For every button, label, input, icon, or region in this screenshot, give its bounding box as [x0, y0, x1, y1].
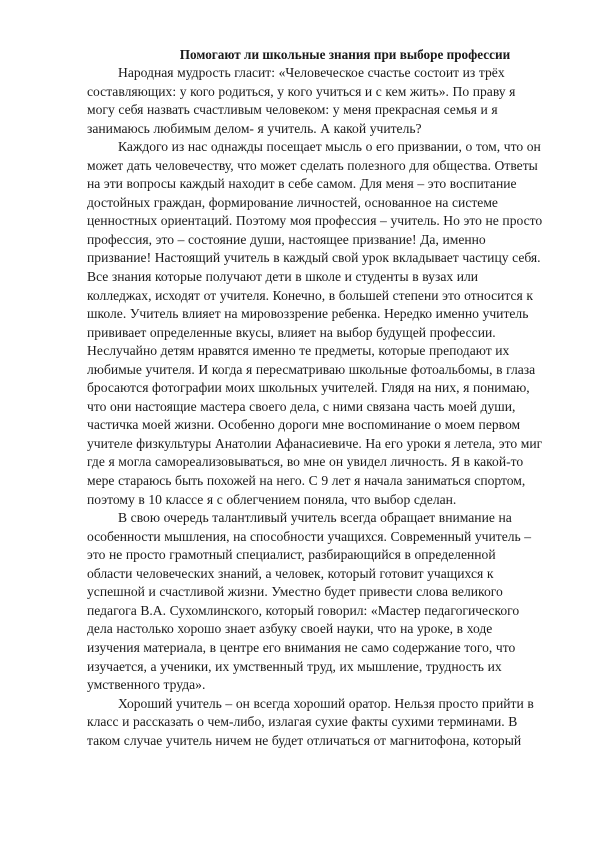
paragraph-4: Хороший учитель – он всегда хороший оратор. Нельзя просто прийти в класс и рассказать о чем-либо, излагая сухие факты сухими терминами. В таком случае учитель ничем не будет отличаться от магнитофона, который: [87, 695, 534, 748]
paragraph-2: Каждого из нас однажды посещает мысль о его призвании, о том, что он может дать человечеству, что может сделать полезного для общества. Ответы на эти вопросы каждый находит в себе самом. Для меня – это воспитание достойных граждан, формирование личностей, основанное на системе ценностных ориентаций. Поэтому моя профессия – учитель. Но это не просто профессия, это – состояние души, настоящее призвание! Да, именно призвание! Настоящий учитель в каждый свой урок вкладывает частицу себя. Все знания которые получают дети в школе и студенты в вузах или колледжах, исходят от учителя. Конечно, в большей степени это относится к школе. Учитель влияет на мировоззрение ребенка. Нередко именно учитель прививает определенные вкусы, влияет на выбор будущей профессии. Неслучайно детям нравятся именно те предметы, которые преподают их любимые учителя. И когда я пересматриваю школьные фотоальбомы, в глаза бросаются фотографии моих школьных учителей. Глядя на них, я понимаю, что они настоящие мастера своего дела, с ними связана часть моей души, частичка моей жизни. Особенно дороги мне воспоминание о моем первом учителе физкультуры Анатолии Афанасиевиче. На его уроки я летела, это миг где я могла самореализовываться, во мне он увидел личность. Я в какой-то мере стараюсь быть похожей на него. С 9 лет я начала заниматься спортом, поэтому в 10 классе я с облегчением поняла, что выбор сделан.: [87, 139, 543, 507]
paragraph-3: В свою очередь талантливый учитель всегда обращает внимание на особенности мышления, на способности учащихся. Современный учитель – это не просто грамотный специалист, разбирающийся в определенной области человеческих знаний, а человек, который готовит учащихся к успешной и счастливой жизни. Уместно будет привести слова великого педагога В.А. Сухомлинского, который говорил: «Мастер педагогического дела настолько хорошо знает азбуку своей науки, что на уроке, в ходе изучения материала, в центре его внимания не само содержание того, что изучается, а ученики, их умственный труд, их мышление, трудность их умственного труда».: [87, 510, 532, 693]
document-title: Помогают ли школьные знания при выборе профессии: [179, 47, 511, 62]
document-page: [87, 46, 543, 750]
paragraph-1: Народная мудрость гласит: «Человеческое счастье состоит из трёх составляющих: у кого родиться, у кого учиться и с кем жить». По праву я могу себя назвать счастливым человеком: у меня прекрасная семья и я занимаюсь любимым делом- я учитель. А какой учитель?: [87, 65, 516, 136]
